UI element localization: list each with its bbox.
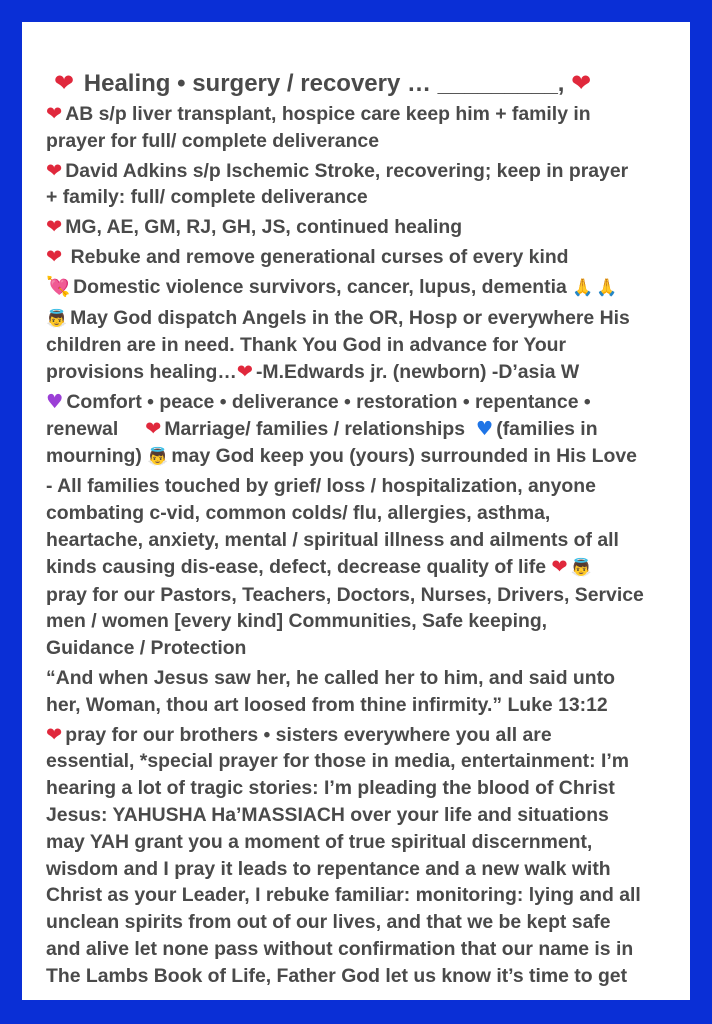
red-heart-icon: ❤ bbox=[46, 722, 63, 746]
document-page bbox=[22, 22, 690, 1000]
item-text: Comfort • peace • deliverance • restoration • repentance • bbox=[66, 390, 591, 413]
item-text: David Adkins s/p Ischemic Stroke, recovering; keep in prayer bbox=[65, 159, 629, 182]
list-item bbox=[46, 244, 676, 271]
item-text: and alive let none pass without confirmation that our name is in bbox=[46, 937, 634, 960]
mending-heart-icon: ❤ bbox=[46, 215, 63, 239]
item-text: may God keep you (yours) surrounded in His Love bbox=[171, 444, 637, 467]
item-text: Christ as your Leader, I rebuke familiar: monitoring: lying and all bbox=[46, 884, 641, 907]
list-item bbox=[46, 274, 676, 302]
mending-heart-icon: ❤ bbox=[571, 69, 592, 97]
item-text: The Lambs Book of Life, Father God let us know it’s time to get bbox=[46, 964, 628, 987]
item-text: Guidance / Protection bbox=[46, 637, 247, 660]
prayer-list bbox=[46, 66, 676, 993]
praying-hands-icon: 🙏 bbox=[572, 277, 594, 298]
mending-heart-icon: ❤ bbox=[46, 158, 63, 182]
item-text: Marriage/ families / relationships bbox=[164, 417, 466, 440]
item-text: pray for our brothers • sisters everywhere you all are bbox=[65, 723, 552, 746]
item-text: combating c-vid, common colds/ flu, allergies, asthma, bbox=[46, 502, 551, 525]
title-text: Healing • surgery / recovery … _________, bbox=[83, 70, 565, 97]
item-text: heartache, anxiety, mental / spiritual illness and ailments of all bbox=[46, 528, 619, 551]
mending-heart-icon: ❤ bbox=[46, 102, 63, 125]
item-text: Rebuke and remove generational curses of every kind bbox=[65, 245, 569, 268]
angel-icon: 👼 bbox=[570, 557, 592, 578]
item-text: (families in bbox=[496, 417, 598, 440]
page-title bbox=[54, 66, 676, 101]
praying-hands-icon: 🙏 bbox=[596, 277, 618, 298]
item-text: mourning) bbox=[46, 444, 142, 467]
item-text: - All families touched by grief/ loss / hospitalization, anyone bbox=[46, 475, 596, 498]
item-text: men / women [every kind] Communities, Safe keeping, bbox=[46, 610, 548, 633]
mending-heart-icon: ❤ bbox=[551, 554, 568, 578]
item-text: hearing a lot of tragic stories: I’m pleading the blood of Christ bbox=[46, 777, 615, 800]
scripture-quote bbox=[46, 665, 676, 719]
angel-icon: 👼 bbox=[46, 308, 68, 329]
mending-heart-icon: ❤ bbox=[236, 360, 253, 384]
list-item bbox=[46, 158, 676, 212]
item-text: may YAH grant you a moment of true spiritual discernment, bbox=[46, 830, 593, 853]
item-text: pray for our Pastors, Teachers, Doctors, Nurses, Drivers, Service bbox=[46, 583, 644, 606]
item-text: Domestic violence survivors, cancer, lupus, dementia bbox=[73, 275, 567, 298]
list-item bbox=[46, 101, 676, 155]
mending-heart-icon: ❤ bbox=[54, 69, 75, 97]
item-text: unclean spirits from out of our lives, and that we be kept safe bbox=[46, 911, 611, 934]
item-text: AB s/p liver transplant, hospice care keep him + family in bbox=[65, 103, 591, 125]
item-text: + family: full/ complete deliverance bbox=[46, 186, 368, 209]
purple-heart-icon: ♥ bbox=[46, 389, 64, 413]
heart-with-arrow-icon: 💘 bbox=[46, 274, 71, 298]
item-text: -M.Edwards jr. (newborn) -D’asia W bbox=[255, 361, 580, 384]
mending-heart-icon: ❤ bbox=[46, 244, 63, 268]
angel-icon: 👼 bbox=[147, 446, 169, 467]
list-item bbox=[46, 389, 676, 470]
item-text: kinds causing dis-ease, defect, decrease quality of life bbox=[46, 555, 547, 578]
blue-heart-icon: ♥ bbox=[475, 416, 494, 440]
list-item bbox=[46, 722, 676, 990]
item-text: “And when Jesus saw her, he called her to him, and said unto bbox=[46, 666, 615, 689]
list-item bbox=[46, 473, 676, 662]
item-text: renewal bbox=[46, 417, 119, 440]
item-text: Jesus: YAHUSHA Ha’MASSIACH over your life and situations bbox=[46, 803, 609, 826]
list-item bbox=[46, 214, 676, 241]
list-item bbox=[46, 305, 676, 386]
item-text: MG, AE, GM, RJ, GH, JS, continued healing bbox=[65, 216, 463, 239]
item-text: wisdom and I pray it leads to repentance and a new walk with bbox=[46, 857, 611, 880]
item-text: her, Woman, thou art loosed from thine infirmity.” Luke 13:12 bbox=[46, 693, 608, 716]
item-text: provisions healing… bbox=[46, 361, 237, 384]
item-text: May God dispatch Angels in the OR, Hosp or everywhere His bbox=[70, 306, 630, 329]
item-text: children are in need. Thank You God in advance for Your bbox=[46, 334, 567, 357]
item-text: essential, *special prayer for those in media, entertainment: I’m bbox=[46, 750, 629, 773]
item-text: prayer for full/ complete deliverance bbox=[46, 129, 379, 152]
red-heart-icon: ❤ bbox=[145, 416, 162, 440]
